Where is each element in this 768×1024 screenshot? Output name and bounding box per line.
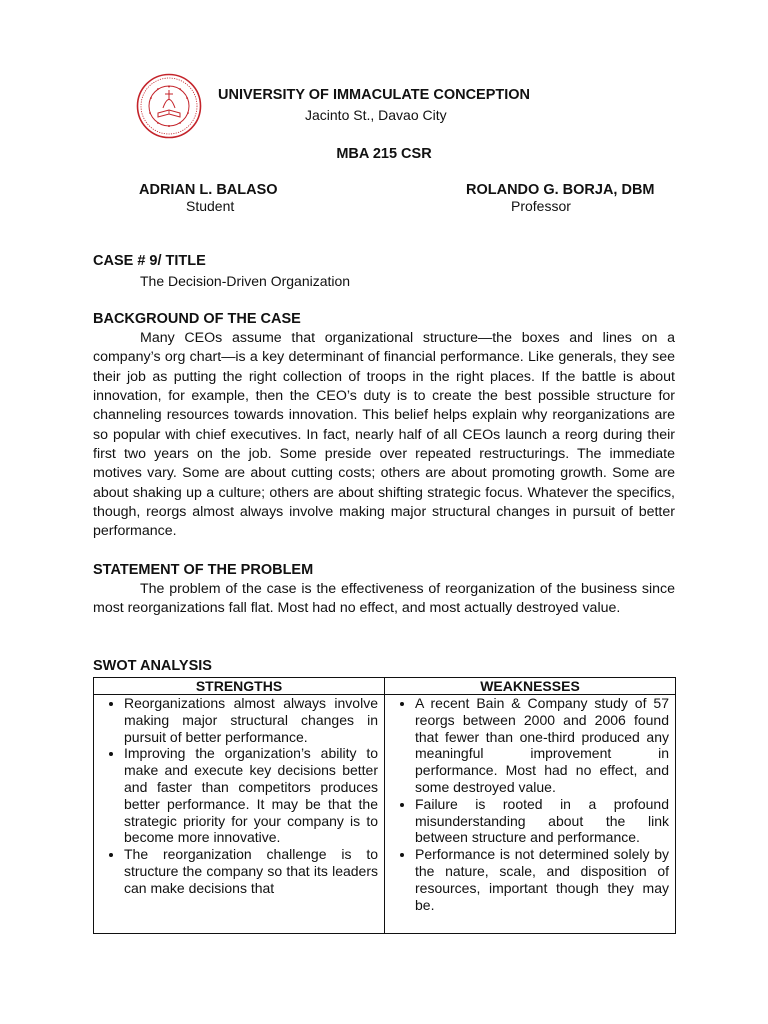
professor-role: Professor	[511, 198, 571, 214]
problem-paragraph: The problem of the case is the effectiveness of reorganization of the business since most reorganizations fall flat. Most had no effect, and most actually destroyed value.	[93, 581, 675, 617]
case-title: The Decision-Driven Organization	[140, 273, 351, 289]
student-role: Student	[186, 198, 235, 214]
weaknesses-header: WEAKNESSES	[385, 678, 676, 695]
strengths-header: STRENGTHS	[94, 678, 385, 695]
background-paragraph: Many CEOs assume that organizational structure—the boxes and lines on a company’s org chart—is a key determinant of financial performance. Like generals, they see their job as putting the right collection of troops in the right places. If the battle is about innovation, for example, then the CEO’s duty is to create the best possible structure for channeling resources towards innovation. This belief helps explain why reorganizations are so popular with chief executives. In fact, nearly half of all CEOs launch a reorg during their first two years on the job. Some preside over repeated restructurings. The immediate motives vary. Some are about cutting costs; others are about promoting growth. Some are about shaking up a culture; others are about shifting strategic focus. Whatever the specifics, though, reorgs almost always involve making major structural changes in pursuit of better performance.	[93, 330, 675, 540]
strength-item: • The reorganization challenge is to structure the company so that its leaders can make decisions that	[124, 846, 378, 896]
weakness-item: • A recent Bain & Company study of 57 reorgs between 2000 and 2006 found that fewer than one-third produced any meaningful improvement in performance. Most had no effect, and some destroyed value.	[415, 695, 669, 796]
weaknesses-cell	[385, 695, 676, 934]
problem-heading: STATEMENT OF THE PROBLEM	[93, 562, 314, 578]
background-heading: BACKGROUND OF THE CASE	[93, 311, 301, 327]
weakness-item: • Performance is not determined solely by the nature, scale, and disposition of resources, important though they may be.	[415, 846, 669, 913]
swot-table	[93, 677, 676, 934]
university-seal-icon	[136, 73, 202, 139]
course-code: MBA 215 CSR	[336, 146, 432, 162]
case-heading: CASE # 9/ TITLE	[93, 253, 206, 269]
weaknesses-list	[385, 695, 675, 913]
professor-name: ROLANDO G. BORJA, DBM	[466, 182, 655, 198]
weakness-item: • Failure is rooted in a profound misunderstanding about the link between structure and performance.	[415, 796, 669, 846]
student-name: ADRIAN L. BALASO	[139, 182, 278, 198]
university-name: UNIVERSITY OF IMMACULATE CONCEPTION	[218, 87, 531, 103]
strengths-cell	[94, 695, 385, 934]
strengths-list	[94, 695, 384, 897]
swot-heading: SWOT ANALYSIS	[93, 658, 212, 674]
strength-item: • Improving the organization’s ability to make and execute key decisions better and faster than competitors produces better performance. It may be that the strategic priority for your company is to become more innovative.	[124, 745, 378, 846]
university-address: Jacinto St., Davao City	[305, 107, 447, 123]
strength-item: • Reorganizations almost always involve making major structural changes in pursuit of better performance.	[124, 695, 378, 745]
